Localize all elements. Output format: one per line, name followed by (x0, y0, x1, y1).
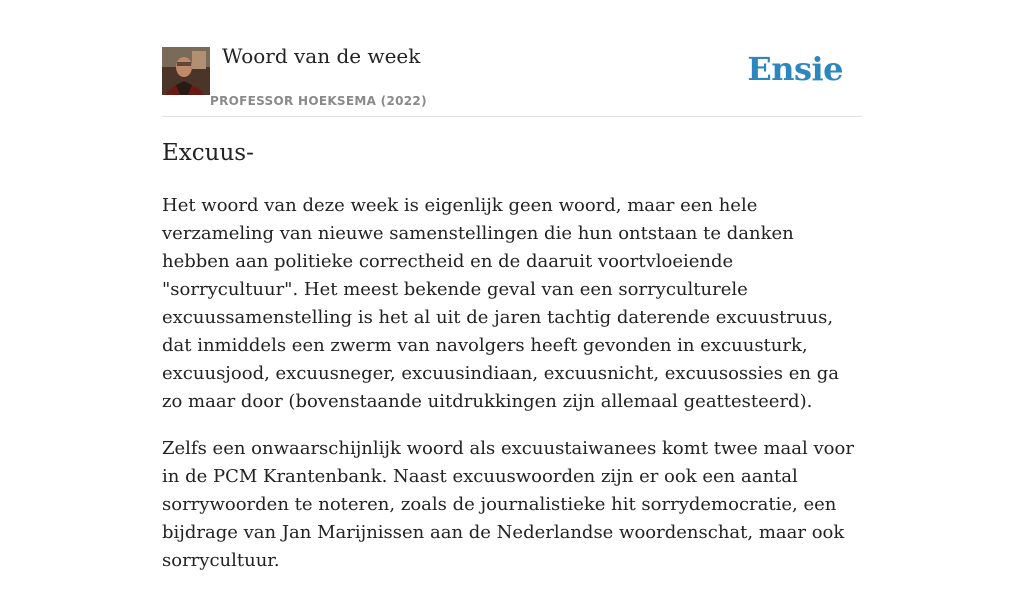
author-avatar[interactable] (162, 47, 210, 95)
brand-logo[interactable]: Ensie (747, 50, 843, 88)
article-body (162, 192, 862, 594)
avatar-photo-icon (162, 47, 210, 95)
header (162, 0, 862, 117)
article-paragraph: Het woord van deze week is eigenlijk geen woord, maar een hele verzameling van nieuwe samenstellingen die hun ontstaan te danken hebben aan politieke correctheid en de daaruit voortvloeiende "sorrycultuur". Het meest bekende geval van een sorryculturele excuussamenstelling is het al uit de jaren tachtig daterende excuustruus, dat inmiddels een zwerm van navolgers heeft gevonden in excuusturk, excuusjood, excuusneger, excuusindiaan, excuusnicht, excuusossies en ga zo maar door (bovenstaande uitdrukkingen zijn allemaal geattesteerd). (162, 195, 839, 412)
author-byline[interactable]: PROFESSOR HOEKSEMA (2022) (210, 94, 427, 108)
article-paragraph: Zelfs een onwaarschijnlijk woord als excuustaiwanees komt twee maal voor in de PCM Krantenbank. Naast excuuswoorden zijn er ook een aantal sorrywoorden te noteren, zoals de journalistieke hit sorrydemocratie, een bijdrage van Jan Marijnissen aan de Nederlandse woordenschat, maar ook sorrycultuur. (162, 438, 854, 571)
article-title: Excuus- (162, 140, 254, 166)
section-title[interactable]: Woord van de week (222, 44, 421, 68)
